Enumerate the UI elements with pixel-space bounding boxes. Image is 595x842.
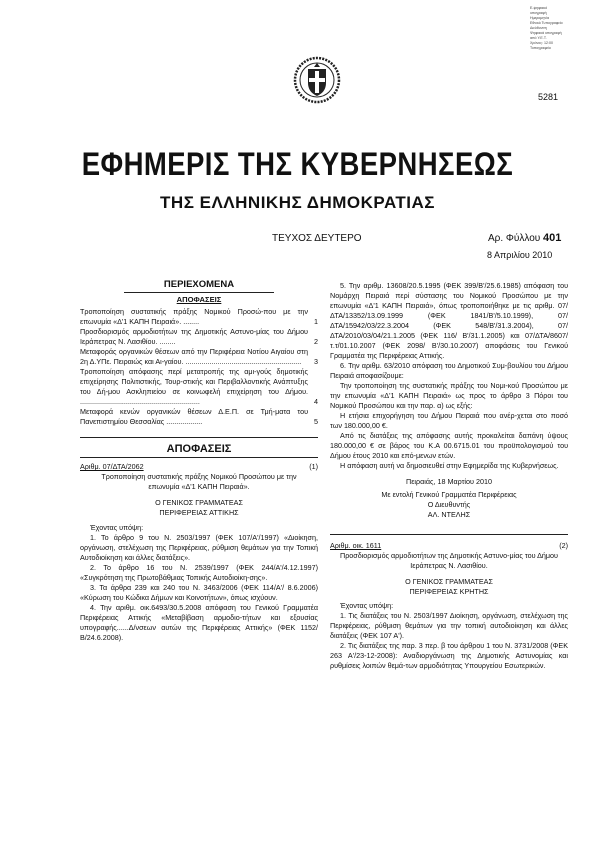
signature-mandate: Με εντολή Γενικού Γραμματέα Περιφέρειας [381, 490, 517, 499]
divider [330, 534, 568, 535]
contents-section: ΑΠΟΦΑΣΕΙΣ [176, 295, 222, 304]
signature-line: Διεύθυνση [530, 26, 547, 30]
divider [80, 437, 318, 438]
toc-item[interactable]: Μεταφορά κενών οργανικών θέσεων Δ.Ε.Π. σε Τμή-ματα του Πανεπιστημίου Θεσσαλίας .................. 5 [80, 407, 318, 426]
sheet-value: 401 [543, 232, 562, 244]
decision-paragraph: 2. Το άρθρο 16 του Ν. 2539/1997 (ΦΕΚ 244/Α'/4.12.1997) «Συγκρότηση της Πρωτοβάθμιας Τοπικής Αυτοδιοίκη-σης». [80, 563, 318, 582]
signature-role: Ο Διευθυντής [427, 500, 471, 509]
signature-line: από Υ.Ε.Τ. [530, 36, 547, 40]
decision-ref-number: (1) [309, 462, 318, 471]
issue-date: 8 Απριλίου 2010 [487, 250, 553, 260]
place-date: Πειραιάς, 18 Μαρτίου 2010 [406, 477, 492, 486]
divider [80, 457, 318, 458]
issue-label: ΤΕΥΧΟΣ ΔΕΥΤΕΡΟ [272, 233, 362, 244]
decision-authority: Ο ΓΕΝΙΚΟΣ ΓΡΑΜΜΑΤΕΑΣ [405, 577, 493, 586]
toc-item[interactable]: Προσδιορισμός αρμοδιοτήτων της Δημοτικής Αστυνο-μίας του Δήμου Ιεράπετρας Ν. Λασιθίου. ........ 2 [80, 327, 318, 346]
digital-signature-block [530, 6, 590, 51]
signature-line: Ψηφιακά υπογραφή [530, 31, 562, 35]
decision-paragraph: 2. Τις διατάξεις της παρ. 3 περ. β του άρθρου 1 του Ν. 3731/2008 (ΦΕΚ 263 Α'/23-12-2008): Αναδιοργάνωση της Δημοτικής Αστυνομίας και ρυθμίσεις λοιπών θεμά-των αρμοδιότητας Υπουργείου Εσωτερικών. [330, 641, 568, 670]
decision-title: Τροποποίηση συστατικής πράξης Νομικού Προσώπου με την επωνυμία «Δ'1 ΚΑΠΗ Πειραιά». [101, 472, 297, 491]
decision-ref-number: (2) [559, 541, 568, 550]
decision-authority-region: ΠΕΡΙΦΕΡΕΙΑΣ ΑΤΤΙΚΗΣ [159, 508, 239, 517]
decisions-heading: ΑΠΟΦΑΣΕΙΣ [166, 443, 232, 455]
decision-ref: Αριθμ. 07/ΔΤΑ/2062 [80, 462, 144, 471]
toc-item[interactable]: Τροποποίηση απόφασης περί μετατροπής της αμι-γούς δημοτικής επιχείρησης Πολιτιστικής, Τουρ-στικής και Περιβαλλοντικής Ανάπτυξης του Δή-μου Ασκληπιείου σε κοινωφελή επιχείρηση του Δήμου. ............................................................ 4 [80, 367, 318, 406]
left-column [80, 280, 318, 643]
signatory-name: ΑΛ. ΝΤΕΛΗΣ [427, 510, 471, 519]
signature-line: υπογραφή [530, 11, 547, 15]
divider [124, 292, 274, 293]
signature-line: Ε-ψηφιακό [530, 6, 548, 10]
decision-paragraph: 6. Την αριθμ. 63/2010 απόφαση του Δημοτικού Συμ-βουλίου του Δήμου Πειραιά αποφασίζουμε: [330, 361, 568, 380]
coat-of-arms-icon [293, 56, 341, 104]
signature-line: Χρόνος: 12:00 [530, 41, 553, 45]
decision-paragraph: Την τροποποίηση της συστατικής πράξης του Νομι-κού Προσώπου με την επωνυμία «Δ'1 ΚΑΠΗ Πειραιά» ως προς το άρθρο 3 Πόροι του Νομικού Προσώπου και την παρ. α) ως εξής: [330, 381, 568, 410]
decision-paragraph: 3. Τα άρθρα 239 και 240 του Ν. 3463/2006 (ΦΕΚ 114/Α'/ 8.6.2006) «Κύρωση του Κώδικα Δήμων και Κοινοτήτων», όπως ισχύουν. [80, 583, 318, 602]
decision-ref: Αριθμ. οικ. 1611 [330, 541, 382, 550]
right-column [330, 281, 568, 671]
decision-paragraph: Η απόφαση αυτή να δημοσιευθεί στην Εφημερίδα της Κυβερνήσεως. [340, 461, 559, 470]
toc-item[interactable]: Τροποποίηση συστατικής πράξης Νομικού Προσώ-που με την επωνυμία «Δ'1 ΚΑΠΗ Πειραιά». ........ 1 [80, 307, 318, 326]
having-regard: Έχοντας υπόψη: [90, 523, 144, 532]
decision-paragraph: Η ετήσια επιχορήγηση του Δήμου Πειραιά που ανέρ-χεται στο ποσό των 180.000,00 €. [330, 411, 568, 430]
sheet-label: Αρ. Φύλλου [488, 233, 541, 244]
decision-paragraph: 4. Την αριθμ. οικ.6493/30.5.2008 απόφαση του Γενικού Γραμματέα Περιφέρειας Αττικής «Μεταβίβαση αρμοδιο-τήτων και εξουσίας υπογραφής......Δ/νσεων αυτών της Περιφέρειας Αττικής» (ΦΕΚ 1152/Β/24.6.2008). [80, 603, 318, 642]
gazette-subtitle: ΤΗΣ ΕΛΛΗΝΙΚΗΣ ΔΗΜΟΚΡΑΤΙΑΣ [160, 193, 435, 212]
decision-authority: Ο ΓΕΝΙΚΟΣ ΓΡΑΜΜΑΤΕΑΣ [155, 498, 243, 507]
decision-paragraph: 1. Τις διατάξεις του Ν. 2503/1997 Διοίκηση, οργάνωση, στελέχωση της Περιφέρειας, ρύθμιση θεμάτων για την τοπική αυτοδιοίκηση και άλλες διατάξεις (ΦΕΚ 107 Α'). [330, 611, 568, 640]
page-number: 5281 [538, 92, 559, 102]
decision-paragraph: Από τις διατάξεις της απόφασης αυτής προκαλείται δαπάνη ύψους 180.000,00 € σε βάρος του Κ.Α 00.6715.01 του προϋπολογισμού του Δήμου έτους 2010 και επό-μενων ετών. [330, 431, 568, 460]
decision-paragraph: 1. Το άρθρο 9 του Ν. 2503/1997 (ΦΕΚ 107/Α'/1997) «Διοίκηση, οργάνωση, στελέχωση της Περιφέρειας, ρύθμιση θεμάτων για την Τοπική Αυτοδιοίκηση και άλλες διατάξεις». [80, 533, 318, 562]
having-regard: Έχοντας υπόψη: [340, 601, 394, 610]
signature-line: Τυπογραφείο [530, 46, 551, 50]
decision-title: Προσδιορισμός αρμοδιοτήτων της Δημοτικής Αστυνο-μίας του Δήμου Ιεράπετρας Ν. Λασιθίου. [340, 551, 558, 570]
toc-item[interactable]: Μεταφοράς οργανικών θέσεων από την Περιφέρεια Νοτίου Αιγαίου στη 2η Δ.ΥΠε. Πειραιώς και Αι-γαίου. .......................................................... 3 [80, 347, 318, 366]
sheet-number [488, 232, 561, 244]
decision-authority-region: ΠΕΡΙΦΕΡΕΙΑΣ ΚΡΗΤΗΣ [409, 587, 489, 596]
decision-ref-row [80, 462, 318, 472]
signature-line: Εθνικό Τυπογραφείο [530, 21, 563, 25]
contents-heading: ΠΕΡΙΕΧΟΜΕΝΑ [163, 279, 235, 290]
decision-paragraph: 5. Την αριθμ. 13608/20.5.1995 (ΦΕΚ 399/Β'/25.6.1985) απόφαση του Νομάρχη Πειραιά περί σύστασης του Νομικού Προσώπου με την επωνυμία «Δ'1 ΚΑΠΗ Πειραιά», όπως τροποποιήθηκε με τις αριθμ. 07/ΔΤΑ/13352/13.09.1999 (ΦΕΚ 1841/Β'/5.10.1999), 07/ΔΤΑ/15942/03/22.3.2004 (ΦΕΚ 548/Β'/31.3.2004), 07/ΔΤΑ/2010/03/04/21.1.2005 (ΦΕΚ 116/ Β'/31.1.2005) και 07/ΔΤΑ/8607/τ.τ/01.10.2007 (ΦΕΚ 2098/ Β'/30.10.2007) αποφάσεις του Γενικού Γραμματέα της Περιφέρειας Αττικής. [330, 281, 568, 360]
decision-ref-row [330, 541, 568, 551]
gazette-title: ΕΦΗΜΕΡΙΣ ΤΗΣ ΚΥΒΕΡΝΗΣΕΩΣ [81, 146, 514, 182]
signature-line: Ημερομηνία [530, 16, 550, 20]
